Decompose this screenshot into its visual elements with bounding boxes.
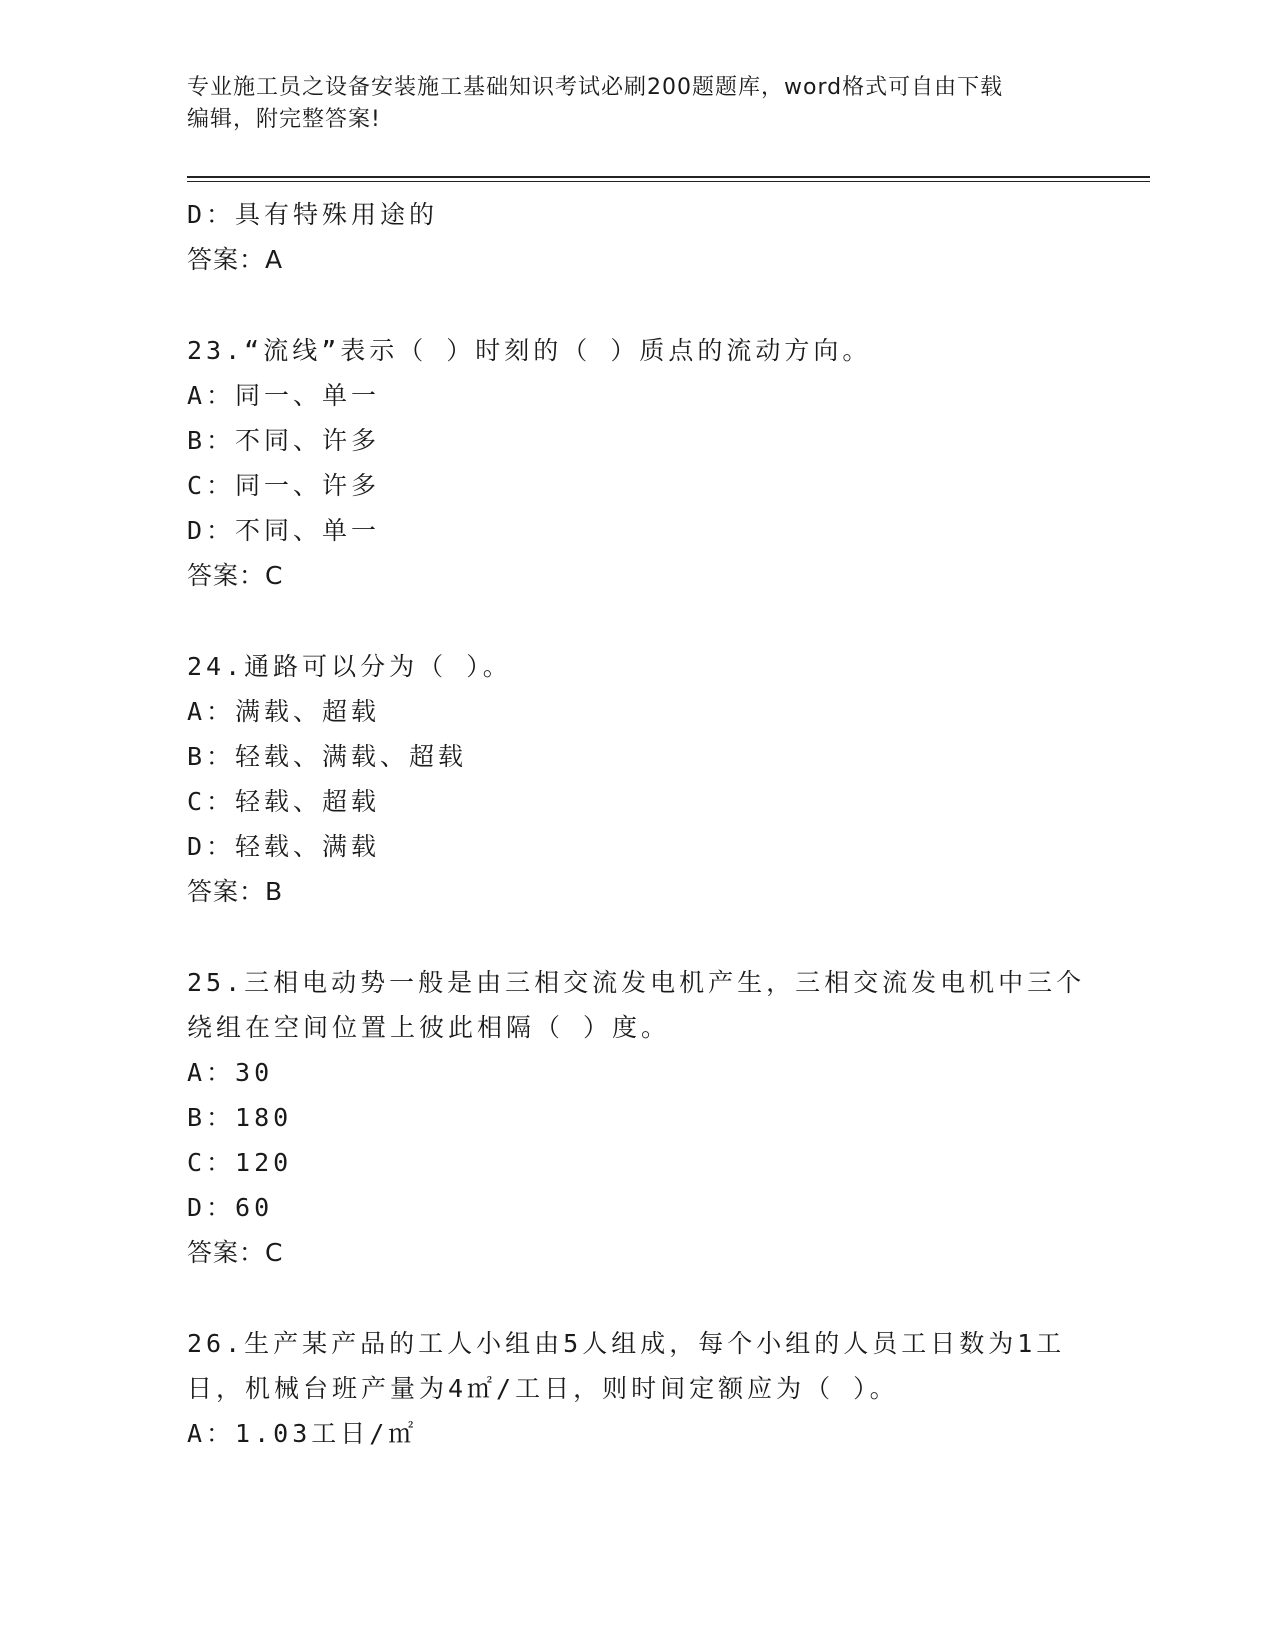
- option-b: B：180: [187, 1103, 293, 1132]
- option-d: D：不同、单一: [187, 516, 381, 545]
- header-rule-thick: [187, 176, 1150, 178]
- question-stem: 24.通路可以分为（ ）。: [187, 652, 512, 681]
- question-stem-line-1: 26.生产某产品的工人小组由5人组成，每个小组的人员工日数为1工: [187, 1329, 1066, 1358]
- question-22-tail: [187, 192, 1087, 282]
- option-c: C：轻载、超载: [187, 787, 381, 816]
- header-rule-thin: [187, 181, 1150, 182]
- answer-label: 答案：B: [187, 877, 284, 906]
- question-24: [187, 644, 1087, 914]
- option-a: A：满载、超载: [187, 697, 381, 726]
- answer-label: 答案：A: [187, 245, 284, 274]
- option-c: C：120: [187, 1148, 293, 1177]
- question-stem-line-1: 25.三相电动势一般是由三相交流发电机产生，三相交流发电机中三个: [187, 968, 1086, 997]
- question-list: [187, 192, 1087, 1456]
- question-23: [187, 328, 1087, 598]
- option-d: D：60: [187, 1193, 274, 1222]
- answer-label: 答案：C: [187, 561, 284, 590]
- option-d: D：具有特殊用途的: [187, 200, 439, 229]
- question-26: [187, 1321, 1087, 1456]
- option-a: A：30: [187, 1058, 274, 1087]
- header-title-line-2: 编辑，附完整答案!: [187, 107, 381, 132]
- answer-label: 答案：C: [187, 1238, 284, 1267]
- option-c: C：同一、许多: [187, 471, 381, 500]
- option-d: D：轻载、满载: [187, 832, 381, 861]
- option-b: B：轻载、满载、超载: [187, 742, 468, 771]
- option-a: A：1.03工日/㎡: [187, 1419, 418, 1448]
- option-a: A：同一、单一: [187, 381, 381, 410]
- header-title-line-1: 专业施工员之设备安装施工基础知识考试必刷200题题库，word格式可自由下载: [187, 75, 1004, 100]
- question-stem-line-2: 日，机械台班产量为4㎡/工日，则时间定额应为（ ）。: [187, 1374, 899, 1403]
- question-stem-line-2: 绕组在空间位置上彼此相隔（ ）度。: [187, 1013, 671, 1042]
- document-header: [187, 72, 1087, 136]
- question-25: [187, 960, 1087, 1275]
- question-stem: 23.“流线”表示（ ）时刻的（ ）质点的流动方向。: [187, 336, 872, 365]
- option-b: B：不同、许多: [187, 426, 381, 455]
